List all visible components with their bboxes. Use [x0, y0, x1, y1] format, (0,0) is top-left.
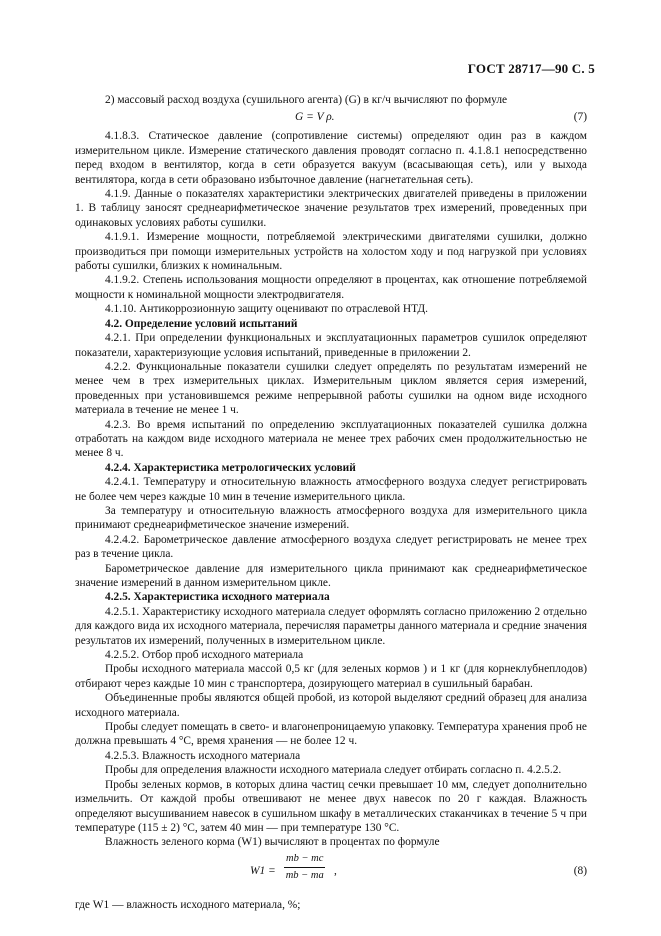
- paragraph-combined-samples: Объединенные пробы являются общей пробой, из которой выделяют средний образец для анализа исходного материала.: [75, 692, 587, 719]
- paragraph-4-2-4-2: 4.2.4.2. Барометрическое давление атмосферного воздуха следует регистрировать не менее трех раз в течение цикла.: [75, 533, 587, 561]
- paragraph-temperature-average: За температуру и относительную влажность атмосферного воздуха для измерительного цикла принимают среднеарифметическое значение измерений.: [75, 504, 587, 532]
- paragraph-4-2-5-1: 4.2.5.1. Характеристику исходного материала следует оформлять согласно приложению 2 отдельно для каждого вида их исходного материала, перечисляя параметры данного материала и средние значения результатов их измерений, полученных в измерительном цикле.: [75, 605, 587, 647]
- paragraph-4-2-4-1: 4.2.4.1. Температуру и относительную влажность атмосферного воздуха следует регистрировать не более чем через каждые 10 мин в течение измерительного цикла.: [75, 476, 587, 503]
- paragraph-4-2-3: 4.2.3. Во время испытаний по определению эксплуатационных показателей сушилка должна отработать на каждом виде исходного материала не менее трех рабочих смен продолжительностью не менее 8 ч.: [75, 418, 587, 460]
- paragraph-moisture-samples: Пробы для определения влажности исходного материала следует отбирать согласно п. 4.2.5.2.: [105, 764, 562, 777]
- formula-8-numerator: mb − mc: [284, 852, 325, 868]
- formula-8-fraction: [284, 852, 325, 884]
- paragraph-4-1-9-1: 4.1.9.1. Измерение мощности, потребляемой электрическими двигателями сушилки, должно производиться при помощи измерительных устройств на холостом ходу и под нагрузкой при условиях работы сушилки, близких к номинальным.: [75, 231, 587, 273]
- section-heading-4-2: 4.2. Определение условий испытаний: [105, 317, 298, 330]
- paragraph-mass-flow: 2) массовый расход воздуха (сушильного агента) (G) в кг/ч вычисляют по формуле: [105, 94, 508, 106]
- paragraph-4-1-10: 4.1.10. Антикоррозионную защиту оценивают по отраслевой НТД.: [105, 303, 429, 316]
- paragraph-4-1-9: 4.1.9. Данные о показателях характеристики электрических двигателей приведены в приложении 1. В таблицу заносят среднеарифметическое значение результатов трех измерений, проведенных при одинаковых условиях работы сушилки.: [75, 188, 587, 229]
- formula-8-lhs: W1 =: [250, 864, 276, 877]
- paragraph-4-2-2: 4.2.2. Функциональные показатели сушилки следует определять по результатам измерений не менее чем в трех измерительных циклах. Измерительным циклом является серия измерений, проведенных при установившемся режиме непрерывной работы сушилки на одном виде исходного материала в течение не менее 1 ч.: [75, 360, 587, 417]
- formula-7-expression: G = V ρ.: [295, 111, 335, 124]
- formula-8-number: (8): [573, 864, 587, 877]
- section-heading-4-2-5: 4.2.5. Характеристика исходного материала: [105, 591, 330, 604]
- formula-8: [75, 852, 587, 892]
- formula-8-comma: ,: [334, 864, 337, 877]
- section-heading-4-2-4: 4.2.4. Характеристика метрологических условий: [105, 461, 356, 474]
- paragraph-sample-storage: Пробы следует помещать в свето- и влагонепроницаемую упаковку. Температура хранения проб не должна превышать 4 °С, время хранения — не более 12 ч.: [75, 721, 587, 748]
- paragraph-4-2-5-3: 4.2.5.3. Влажность исходного материала: [105, 749, 301, 762]
- paragraph-4-1-8-3: 4.1.8.3. Статическое давление (сопротивление системы) определяют один раз в каждом измерительном цикле. Измерение статического давления проводят согласно п. 4.1.8.1 непосредственно перед входом в вентилятор, когда в сети образуется вакуум (всасывающая сеть), или у выхода вентилятора, когда в сети образовано избыточное давление (нагнетательная сеть).: [75, 130, 587, 186]
- paragraph-moisture-formula-intro: Влажность зеленого корма (W1) вычисляют в процентах по формуле: [105, 836, 440, 849]
- paragraph-sample-mass: Пробы исходного материала массой 0,5 кг (для зеленых кормов ) и 1 кг (для корнеклубнеплодов) отбирают через каждые 10 мин с транспортера, дозирующего материал в сушильный барабан.: [75, 663, 587, 690]
- page-header: ГОСТ 28717—90 С. 5: [467, 61, 595, 76]
- document-body: [75, 93, 587, 912]
- paragraph-where-w1: где W1 — влажность исходного материала, %;: [75, 898, 301, 911]
- paragraph-4-2-1: 4.2.1. При определении функциональных и эксплуатационных параметров сушилок определяют показатели, характеризующие условия испытаний, приведенные в приложении 2.: [75, 332, 587, 359]
- formula-8-denominator: mb − ma: [285, 870, 324, 882]
- formula-7: [75, 107, 587, 129]
- paragraph-4-2-5-2: 4.2.5.2. Отбор проб исходного материала: [105, 649, 304, 662]
- formula-7-number: (7): [573, 111, 587, 124]
- paragraph-drying-procedure: Пробы зеленых кормов, в которых длина частиц сечки превышает 10 мм, следует дополнительно измельчить. От каждой пробы отвешивают не менее двух навесок по 20 г каждая. Влажность определяют высушиванием навесок в сушильном шкафу в металлических стаканчиках в течение 5 ч при температуре (115 ± 2) °С, затем 40 мин — при температуре 130 °С.: [75, 778, 587, 834]
- paragraph-4-1-9-2: 4.1.9.2. Степень использования мощности определяют в процентах, как отношение потребляемой мощности к номинальной мощности электродвигателя.: [75, 274, 587, 301]
- paragraph-pressure-average: Барометрическое давление для измерительного цикла принимают как среднеарифметическое значение измерений в данном измерительном цикле.: [75, 562, 587, 589]
